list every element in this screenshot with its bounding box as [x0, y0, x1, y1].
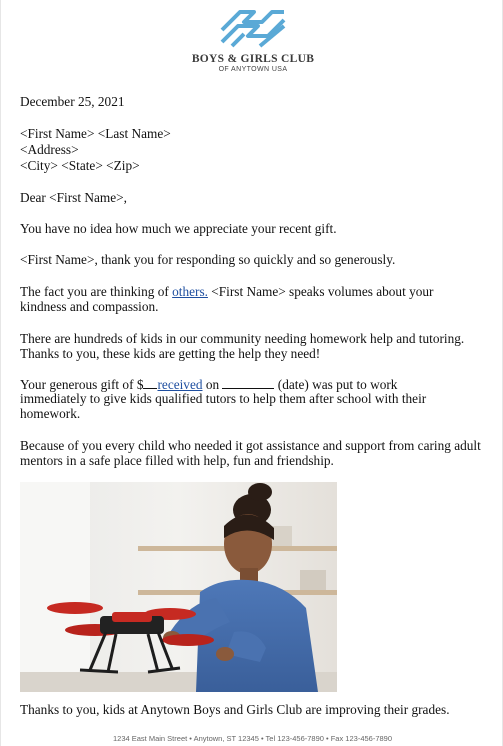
address-street: <Address>: [20, 142, 79, 157]
para3-text-b: <First Name> speaks volumes about your: [207, 284, 434, 299]
paragraph-1: You have no idea how much we appreciate your recent gift.: [20, 221, 337, 236]
address-city: <City> <State> <Zip>: [20, 158, 140, 173]
para3-text-a: The fact you are thinking of: [20, 284, 173, 299]
letter-date: December 25, 2021: [20, 94, 125, 109]
address-name: <First Name> <Last Name>: [20, 126, 171, 141]
paragraph-4-line-1: There are hundreds of kids in our community needing homework help and tutoring.: [20, 331, 465, 346]
paragraph-2: <First Name>, thank you for responding so quickly and so generously.: [20, 252, 396, 267]
para5-text-c: (date) was put to work: [274, 377, 398, 392]
footer-address: 1234 East Main Street • Anytown, ST 12345 • Tel 123-456-7890 • Fax 123-456-7890: [112, 734, 393, 743]
paragraph-3-line-1: [20, 284, 490, 299]
hands-logo-icon: [214, 4, 292, 50]
salutation: Dear <First Name>,: [20, 190, 127, 205]
paragraph-3-line-2: kindness and compassion.: [20, 299, 159, 314]
paragraph-5-line-1: [20, 376, 490, 392]
paragraph-5-line-3: homework.: [20, 406, 81, 421]
amount-blank[interactable]: [143, 376, 157, 389]
date-blank[interactable]: [222, 376, 274, 389]
org-subtitle: OF ANYTOWN USA: [218, 66, 288, 73]
para5-text-b: on: [202, 377, 223, 392]
paragraph-6-line-2: mentors in a safe place filled with help, fun and friendship.: [20, 453, 334, 468]
paragraph-4-line-2: Thanks to you, these kids are getting the help they need!: [20, 346, 321, 361]
para5-text-a: Your generous gift of $: [20, 377, 144, 392]
org-name: BOYS & GIRLS CLUB: [191, 53, 315, 65]
others-link[interactable]: others.: [172, 284, 208, 299]
closing-line: Thanks to you, kids at Anytown Boys and Girls Club are improving their grades.: [20, 702, 450, 717]
letterhead: [181, 4, 325, 74]
received-link[interactable]: received: [157, 377, 203, 392]
girl-with-drone-photo: [20, 482, 337, 692]
paragraph-5-line-2: immediately to give kids qualified tutors to help them after school with their: [20, 391, 427, 406]
paragraph-6-line-1: Because of you every child who needed it got assistance and support from caring adult: [20, 438, 481, 453]
